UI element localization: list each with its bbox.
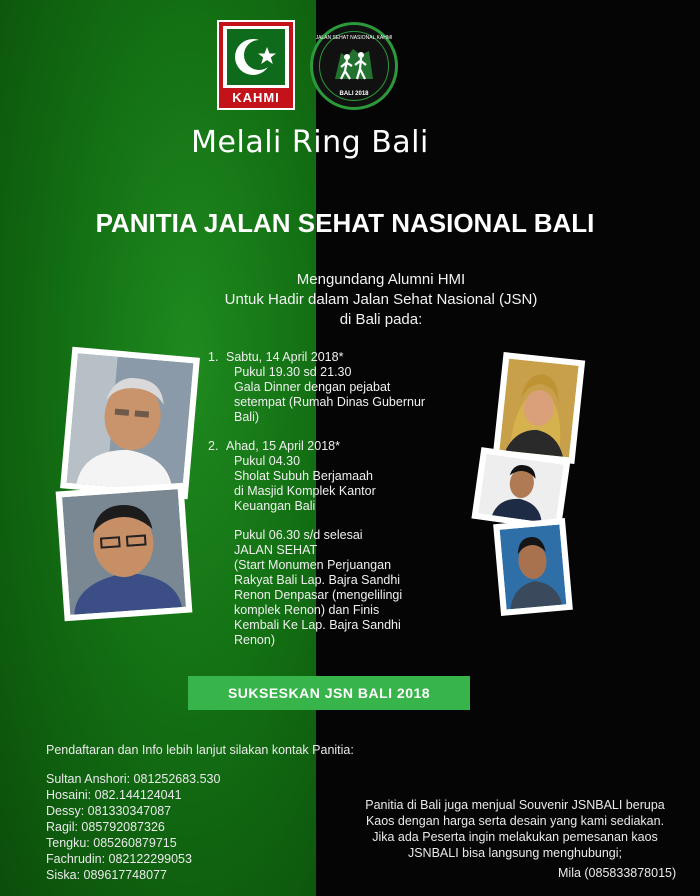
kahmi-logo-text: KAHMI bbox=[232, 90, 280, 105]
souvenir-line: Panitia di Bali juga menjual Souvenir JSNBALI berupa bbox=[365, 798, 665, 812]
schedule-time: Pukul 06.30 s/d selesai bbox=[234, 528, 363, 542]
portrait-man-icon bbox=[62, 489, 186, 615]
jsn-logo-year: BALI 2018 bbox=[339, 91, 369, 97]
portrait-photo-2 bbox=[56, 483, 193, 622]
portrait-photo-3 bbox=[493, 352, 585, 464]
souvenir-contact: Mila (085833878015) bbox=[558, 866, 677, 880]
schedule-time: Pukul 04.30 bbox=[234, 454, 301, 468]
schedule-date: Ahad, 15 April 2018* bbox=[226, 439, 340, 453]
contact-list bbox=[46, 771, 220, 883]
schedule-time: Pukul 19.30 sd 21.30 bbox=[234, 365, 352, 379]
schedule-number: 2. bbox=[208, 439, 219, 453]
souvenir-line: Jika ada Peserta ingin melakukan pemesanan kaos bbox=[372, 830, 658, 844]
crescent-star-icon bbox=[227, 29, 285, 85]
souvenir-line: Kaos dengan harga serta desain yang kami sediakan. bbox=[365, 814, 665, 828]
schedule-desc: Sholat Subuh Berjamaah bbox=[234, 469, 373, 483]
schedule-desc: Renon Denpasar (mengelilingi bbox=[234, 588, 403, 602]
schedule-desc: komplek Renon) dan Finis bbox=[234, 603, 380, 617]
portrait-woman-icon bbox=[499, 359, 578, 458]
schedule-desc: JALAN SEHAT bbox=[234, 543, 318, 557]
schedule-desc: (Start Monumen Perjuangan bbox=[234, 558, 392, 572]
contact-intro: Pendaftaran dan Info lebih lanjut silakan kontak Panitia: bbox=[46, 743, 354, 757]
schedule-desc: Kembali Ke Lap. Bajra Sandhi bbox=[234, 618, 401, 632]
portrait-man-icon bbox=[478, 454, 564, 524]
jsn-logo-ring-text: JALAN SEHAT NASIONAL KAHMI bbox=[315, 35, 393, 41]
schedule-desc: di Masjid Komplek Kantor bbox=[234, 484, 376, 498]
portrait-man-icon bbox=[500, 525, 567, 610]
schedule-item-1 bbox=[208, 350, 453, 425]
schedule-date: Sabtu, 14 April 2018* bbox=[226, 350, 344, 364]
tagline: Melali Ring Bali bbox=[191, 125, 429, 160]
souvenir-line: JSNBALI bisa langsung menghubungi; bbox=[407, 846, 623, 860]
jsn-bali-logo bbox=[310, 22, 398, 110]
sukseskan-banner: SUKSESKAN JSN BALI 2018 bbox=[188, 676, 470, 710]
contact-item: Fachrudin: 082122299053 bbox=[46, 852, 192, 866]
invitation-line: Mengundang Alumni HMI bbox=[296, 271, 466, 288]
walkers-icon bbox=[331, 45, 377, 85]
contact-item: Hosaini: 082.144124041 bbox=[46, 788, 182, 802]
contact-item: Dessy: 081330347087 bbox=[46, 804, 172, 818]
schedule-item-2 bbox=[208, 439, 453, 648]
contact-item: Siska: 089617748077 bbox=[46, 868, 167, 882]
invitation-text bbox=[216, 270, 546, 330]
schedule-desc: Gala Dinner dengan pejabat bbox=[234, 380, 391, 394]
schedule-desc: setempat (Rumah Dinas Gubernur bbox=[234, 395, 426, 409]
souvenir-info bbox=[350, 797, 680, 861]
portrait-man-icon bbox=[67, 353, 194, 493]
schedule-desc: Keuangan Bali bbox=[234, 499, 316, 513]
schedule-number: 1. bbox=[208, 350, 219, 364]
event-schedule bbox=[208, 350, 453, 648]
main-title: PANITIA JALAN SEHAT NASIONAL BALI bbox=[95, 208, 595, 238]
portrait-photo-5 bbox=[493, 518, 573, 616]
schedule-desc: Rakyat Bali Lap. Bajra Sandhi bbox=[234, 573, 401, 587]
contact-item: Sultan Anshori: 081252683.530 bbox=[46, 772, 221, 786]
invitation-line: Untuk Hadir dalam Jalan Sehat Nasional (JSN) bbox=[224, 291, 538, 308]
kahmi-logo bbox=[217, 20, 295, 110]
schedule-desc: Renon) bbox=[234, 633, 275, 647]
contact-item: Tengku: 085260879715 bbox=[46, 836, 177, 850]
invitation-line: di Bali pada: bbox=[339, 311, 423, 328]
portrait-photo-1 bbox=[60, 347, 200, 500]
contact-item: Ragil: 085792087326 bbox=[46, 820, 165, 834]
schedule-desc: Bali) bbox=[234, 410, 260, 424]
